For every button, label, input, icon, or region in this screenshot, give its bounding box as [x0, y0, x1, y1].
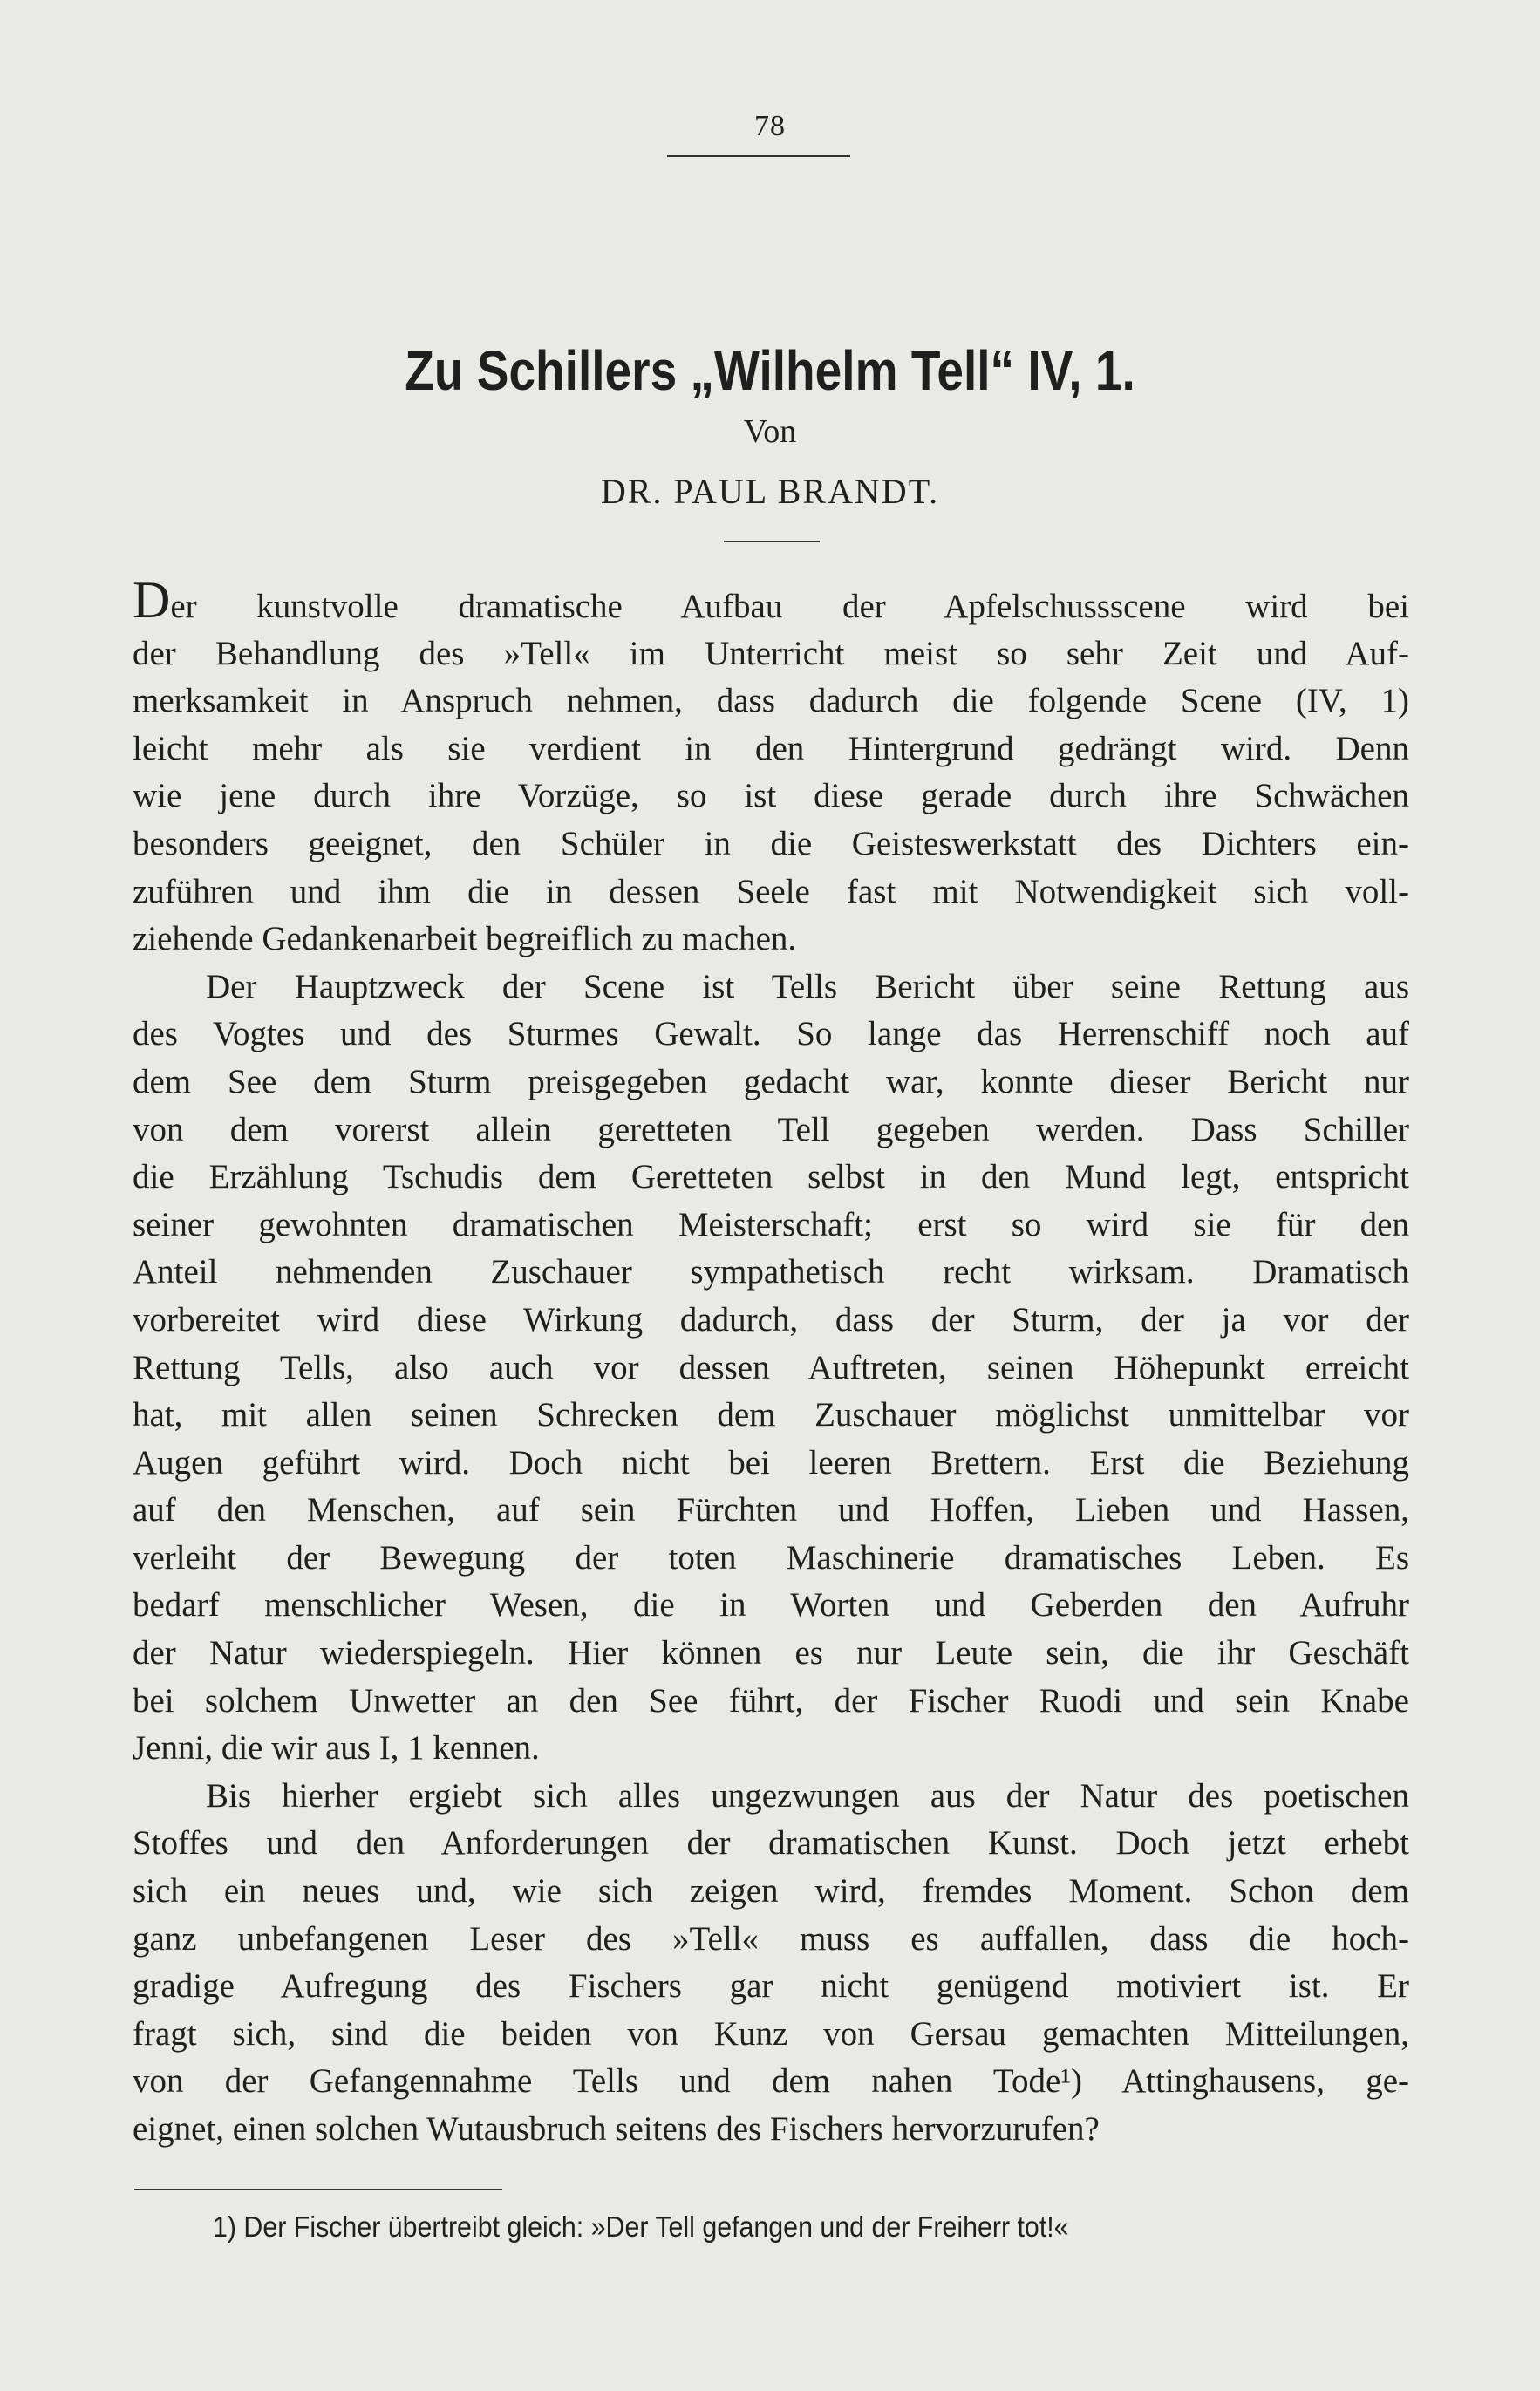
text-line: dem See dem Sturm preisgegeben gedacht war, konnte dieser Bericht nur	[133, 1062, 1409, 1100]
page-number: 78	[754, 110, 786, 142]
text-line: Rettung Tells, also auch vor dessen Auftreten, seinen Höhepunkt erreicht	[133, 1348, 1409, 1386]
text-line: vorbereitet wird diese Wirkung dadurch, dass der Sturm, der ja vor der	[133, 1300, 1409, 1339]
header-rule	[667, 155, 850, 157]
text-line: ganz unbefangenen Leser des »Tell« muss es auffallen, dass die hoch-	[133, 1919, 1409, 1958]
text-line: Jenni, die wir aus I, 1 kennen.	[133, 1729, 540, 1768]
text-line: leicht mehr als sie verdient in den Hintergrund gedrängt wird. Denn	[133, 729, 1409, 767]
text-line: Bis hierher ergiebt sich alles ungezwungen aus der Natur des poetischen	[206, 1776, 1409, 1815]
text-line: fragt sich, sind die beiden von Kunz von Gersau gemachten Mitteilungen,	[133, 2014, 1409, 2053]
text-line: zuführen und ihm die in dessen Seele fast mit Notwendigkeit sich voll-	[133, 872, 1409, 910]
text-line	[133, 571, 1409, 630]
text-line: gradige Aufregung des Fischers gar nicht genügend motiviert ist. Er	[133, 1967, 1409, 2006]
text-line: merksamkeit in Anspruch nehmen, dass dadurch die folgende Scene (IV, 1)	[133, 682, 1409, 720]
text-line: Anteil nehmenden Zuschauer sympathetisch recht wirksam. Dramatisch	[133, 1253, 1409, 1291]
drop-cap: D	[133, 571, 171, 629]
text-line: Stoffes und den Anforderungen der dramatischen Kunst. Doch jetzt erhebt	[133, 1824, 1409, 1863]
author-name: DR. PAUL BRANDT.	[600, 472, 940, 511]
text-line: hat, mit allen seinen Schrecken dem Zuschauer möglichst unmittelbar vor	[133, 1396, 1409, 1434]
text-line: bei solchem Unwetter an den See führt, der Fischer Ruodi und sein Knabe	[133, 1681, 1409, 1720]
text-line: von dem vorerst allein geretteten Tell gegeben werden. Dass Schiller	[133, 1110, 1409, 1148]
text-line: eignet, einen solchen Wutausbruch seitens des Fischers hervorzurufen?	[133, 2110, 1100, 2148]
text-line: die Erzählung Tschudis dem Geretteten selbst in den Mund legt, entspricht	[133, 1158, 1409, 1196]
text-line: der Natur wiederspiegeln. Hier können es nur Leute sein, die ihr Geschäft	[133, 1634, 1409, 1672]
text-line: Der Hauptzweck der Scene ist Tells Bericht über seine Rettung aus	[206, 967, 1409, 1005]
text-line: besonders geeignet, den Schüler in die Geisteswerkstatt des Dichters ein-	[133, 824, 1409, 862]
article-body	[133, 571, 1409, 2154]
text-line: seiner gewohnten dramatischen Meisterschaft; erst so wird sie für den	[133, 1205, 1409, 1243]
text-line: verleiht der Bewegung der toten Maschinerie dramatisches Leben. Es	[133, 1538, 1409, 1577]
text-line: der Behandlung des »Tell« im Unterricht meist so sehr Zeit und Auf-	[133, 634, 1409, 672]
text-line: des Vogtes und des Sturmes Gewalt. So lange das Herrenschiff noch auf	[133, 1015, 1409, 1053]
text-line: Augen geführt wird. Doch nicht bei leeren Brettern. Erst die Beziehung	[133, 1443, 1409, 1482]
text-line: wie jene durch ihre Vorzüge, so ist diese gerade durch ihre Schwächen	[133, 777, 1409, 815]
text-line: bedarf menschlicher Wesen, die in Worten und Geberden den Aufruhr	[133, 1586, 1409, 1625]
byline-prefix: Von	[743, 413, 797, 450]
title-separator-rule	[724, 541, 820, 542]
text-line: von der Gefangennahme Tells und dem nahen Tode¹) Attinghausens, ge-	[133, 2062, 1409, 2101]
text-line-content: er kunstvolle dramatische Aufbau der Apfelschussscene wird bei	[170, 588, 1409, 625]
article-title: Zu Schillers „Wilhelm Tell“ IV, 1.	[405, 339, 1135, 402]
text-line: auf den Menschen, auf sein Fürchten und Hoffen, Lieben und Hassen,	[133, 1491, 1409, 1529]
text-line: sich ein neues und, wie sich zeigen wird, fremdes Moment. Schon dem	[133, 1872, 1409, 1911]
footnote: 1) Der Fischer übertreibt gleich: »Der Tell gefangen und der Freiherr tot!«	[213, 2210, 1069, 2243]
footnote-rule	[134, 2189, 502, 2190]
text-line: ziehende Gedankenarbeit begreiflich zu machen.	[133, 920, 797, 958]
